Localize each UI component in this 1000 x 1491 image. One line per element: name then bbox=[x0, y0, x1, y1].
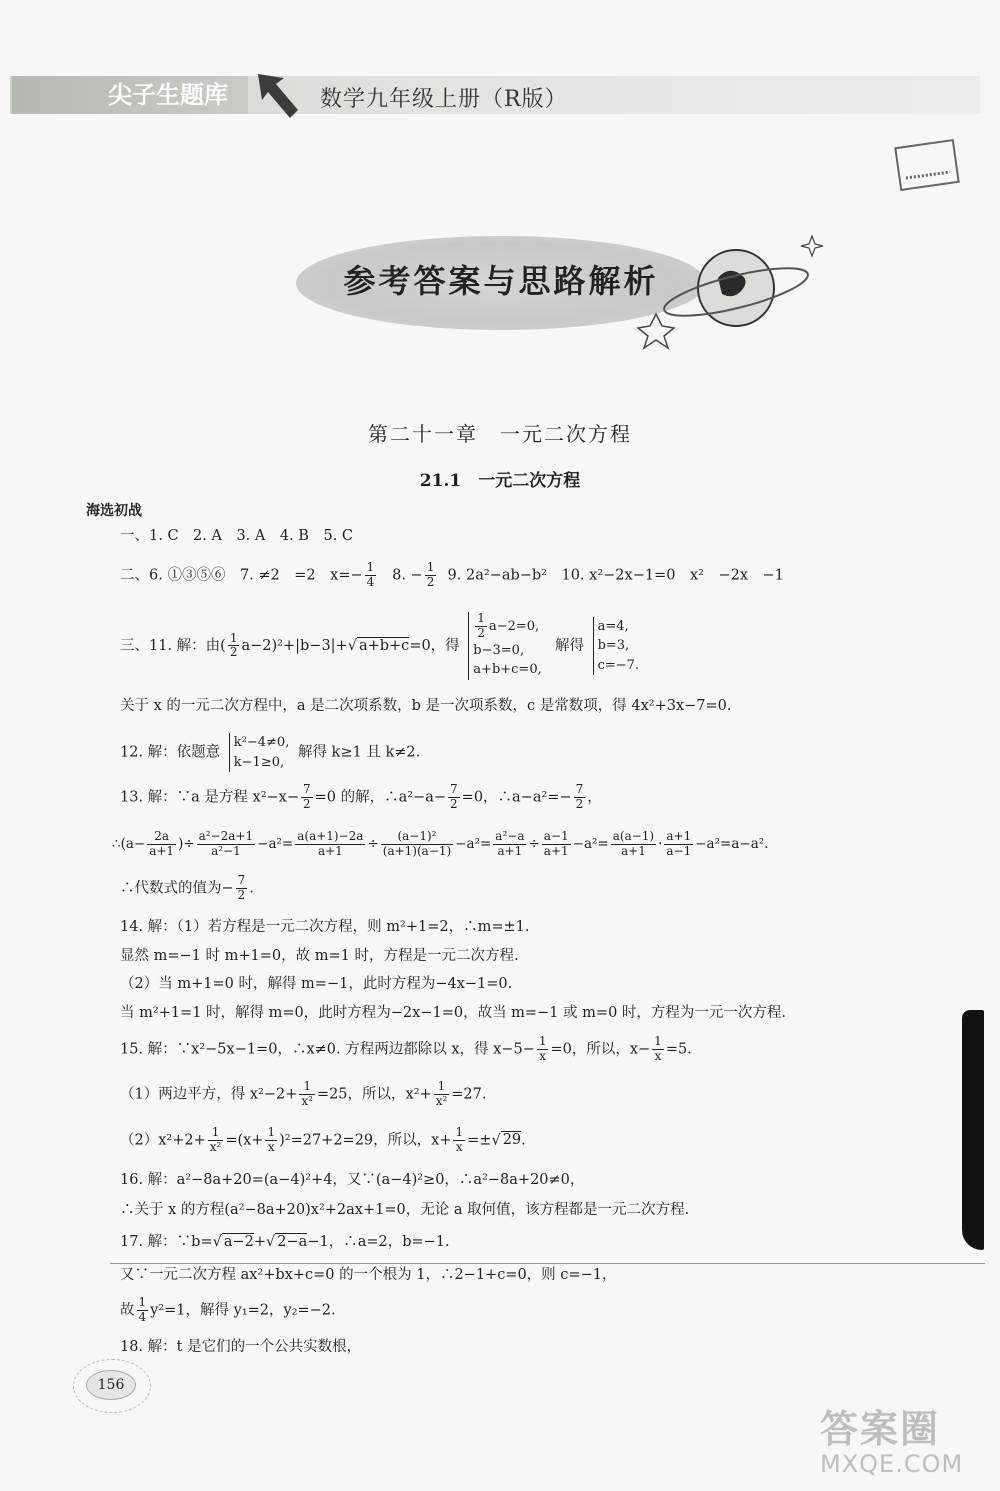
fraction bbox=[299, 1080, 315, 1109]
num: 1 bbox=[138, 1295, 147, 1309]
text: )÷ bbox=[178, 835, 195, 852]
chapter-title: 第二十一章 一元二次方程 bbox=[368, 422, 632, 446]
den: x² bbox=[435, 1093, 448, 1108]
num: 1 bbox=[477, 611, 485, 625]
equation-system-1 bbox=[468, 612, 541, 680]
answer-line-5 bbox=[120, 733, 420, 772]
num: 7 bbox=[575, 782, 584, 796]
answer-line-15: （2）x²+2+ $\frac{1}{\text{x²}}$ =(x+ $\frac{1}{x}$ )²=27+2=29，所以，x+ $\frac{1}{x}$ =±√ 29. bbox=[120, 1125, 526, 1154]
num: 1 bbox=[267, 1125, 276, 1139]
text: ÷ bbox=[367, 835, 379, 852]
eq: k²−4≠0, bbox=[233, 735, 290, 750]
text: 三、11. 解：由 bbox=[120, 637, 221, 654]
num: a(a+1)−2a bbox=[297, 829, 364, 843]
num: 1 bbox=[229, 630, 238, 645]
answer-line-8: ∴代数式的值为− $\frac{7}{2}$ . bbox=[120, 873, 254, 902]
fraction bbox=[493, 830, 526, 859]
den: 2 bbox=[229, 645, 238, 660]
fraction bbox=[208, 1126, 224, 1155]
fraction bbox=[265, 1126, 277, 1155]
num: 1 bbox=[366, 560, 375, 574]
answer-line-7 bbox=[112, 830, 768, 859]
fraction bbox=[147, 830, 176, 859]
fraction bbox=[664, 830, 693, 859]
text: )²=27+2=29，所以，x+ bbox=[279, 1132, 452, 1149]
fraction bbox=[365, 561, 377, 590]
eq: c=−7. bbox=[597, 657, 640, 673]
watermark-url: MXQE.COM bbox=[820, 1450, 964, 1478]
text: 故 bbox=[120, 1302, 135, 1319]
fraction bbox=[453, 1126, 465, 1155]
answer-line-6 bbox=[120, 783, 602, 812]
answer-line-13 bbox=[120, 1035, 692, 1064]
fraction bbox=[574, 783, 586, 812]
answer-line-16: 16. 解：a²−8a+20=(a−4)²+4，又∵(a−4)²≥0，∴a²−8a+20≠0， bbox=[120, 1172, 585, 1188]
equation-system-3 bbox=[229, 733, 290, 772]
text: 解得 bbox=[554, 637, 584, 654]
text: 二、6. ①③⑤⑥ 7. ≠2 =2 x=− bbox=[120, 567, 363, 584]
den: 2 bbox=[450, 796, 458, 811]
fraction bbox=[197, 830, 256, 859]
text: 8. − bbox=[392, 567, 423, 584]
fraction bbox=[137, 1296, 149, 1325]
den: x² bbox=[301, 1093, 313, 1108]
num: 7 bbox=[303, 782, 311, 796]
num: 1 bbox=[654, 1034, 662, 1048]
fraction bbox=[381, 830, 453, 859]
text: −a²=a−a². bbox=[695, 835, 769, 852]
text: =25，所以，x²+ bbox=[316, 1086, 432, 1103]
brand-label: 尖子生题库 bbox=[12, 76, 248, 114]
den: 2 bbox=[303, 796, 311, 811]
num: 2a bbox=[147, 830, 176, 845]
fraction bbox=[295, 830, 365, 859]
num: a(a−1) bbox=[612, 829, 655, 843]
text: =± bbox=[467, 1132, 492, 1149]
text: −a²= bbox=[257, 835, 294, 852]
den: 2 bbox=[426, 574, 435, 589]
den: 4 bbox=[138, 1309, 147, 1324]
fraction bbox=[542, 830, 571, 859]
subsection-label: 海选初战 bbox=[86, 503, 142, 519]
text: 12. 解：依题意 bbox=[120, 744, 221, 761]
answer-line-17: ∴关于 x 的方程(a²−8a+20)x²+2ax+1=0，无论 a 取何值，该方程都是一元二次方程. bbox=[120, 1202, 690, 1218]
eq: a−2=0, bbox=[488, 618, 540, 634]
answer-line-9: 14. 解：（1）若方程是一元二次方程，则 m²+1=2，∴m=±1. bbox=[120, 919, 530, 935]
answer-line-19: 又∵一元二次方程 ax²+bx+c=0 的一个根为 1，∴2−1+c=0，则 c=−1， bbox=[120, 1267, 617, 1283]
answer-line-1: 一、1. C 2. A 3. A 4. B 5. C bbox=[120, 528, 354, 544]
text: −a²= bbox=[455, 835, 492, 852]
book-title: 数学九年级上册（R版） bbox=[320, 87, 568, 112]
num: a−1 bbox=[543, 829, 569, 843]
eq: b−3=0, bbox=[473, 642, 525, 658]
arrow-icon bbox=[254, 70, 302, 122]
page-title: 参考答案与思路解析 bbox=[343, 262, 659, 300]
planet-icon bbox=[636, 226, 826, 356]
text: =0，所以，x− bbox=[550, 1041, 651, 1058]
watermark-logo: 答案圈 bbox=[820, 1407, 941, 1451]
text: + bbox=[253, 1234, 267, 1250]
text: y²=1，解得 y₁=2，y₂=−2. bbox=[150, 1302, 336, 1319]
num: 1 bbox=[426, 560, 435, 574]
text: −1，∴a=2，b=−1. bbox=[307, 1234, 450, 1250]
text: =5. bbox=[665, 1041, 692, 1058]
num: 1 bbox=[538, 1034, 547, 1048]
text: ， bbox=[587, 789, 602, 806]
text: （2）x²+2+ bbox=[120, 1132, 206, 1149]
den: a+1 bbox=[497, 843, 523, 858]
num: (a−1)² bbox=[381, 830, 453, 845]
eq: b=3, bbox=[597, 638, 630, 654]
answer-line-20 bbox=[120, 1296, 336, 1325]
answer-line-4: 关于 x 的一元二次方程中，a 是二次项系数，b 是一次项系数，c 是常数项，得 4x²+3x−7=0. bbox=[120, 698, 732, 714]
num: 1 bbox=[455, 1125, 464, 1139]
fraction bbox=[652, 1035, 664, 1064]
den: a−1 bbox=[666, 843, 692, 858]
fraction bbox=[537, 1035, 549, 1064]
num: 1 bbox=[434, 1080, 450, 1095]
text: · bbox=[658, 835, 663, 852]
text: 解得 k≥1 且 k≠2. bbox=[297, 744, 421, 761]
text: ∴代数式的值为− bbox=[120, 880, 234, 897]
num: a²−a bbox=[495, 829, 525, 843]
text: =(x+ bbox=[225, 1132, 264, 1149]
text: 15. 解：∵x²−5x−1=0，∴x≠0. 方程两边都除以 x，得 x−5− bbox=[120, 1041, 535, 1058]
fraction bbox=[228, 632, 240, 661]
den: 2 bbox=[575, 796, 584, 811]
eq: k−1≥0, bbox=[233, 754, 285, 770]
num: 1 bbox=[208, 1126, 224, 1141]
answer-line-18: 17. 解：∵b=√ a−2+√ 2−a−1，∴a=2，b=−1. bbox=[120, 1234, 450, 1250]
eq: a=4, bbox=[597, 618, 629, 634]
num: a²−2a+1 bbox=[198, 829, 254, 843]
den: 2 bbox=[477, 625, 485, 640]
num: a+1 bbox=[666, 829, 692, 843]
answer-line-10: 显然 m=−1 时 m+1=0，故 m=1 时，方程是一元二次方程. bbox=[120, 948, 519, 964]
den: x bbox=[539, 1048, 547, 1063]
den: 2 bbox=[237, 887, 246, 902]
section-title: 21.1 一元二次方程 bbox=[419, 471, 581, 491]
text: a−2)²+|b−3|+ bbox=[241, 637, 348, 654]
text: =0，得 bbox=[409, 637, 460, 654]
radicand: a+b+c bbox=[358, 637, 410, 654]
num: 7 bbox=[237, 873, 246, 887]
den: a+1 bbox=[543, 843, 569, 858]
den: 4 bbox=[366, 574, 375, 589]
text: 9. 2a²−ab−b² 10. x²−2x−1=0 x² −2x −1 bbox=[447, 567, 784, 584]
eq: a+b+c=0, bbox=[473, 662, 542, 678]
answer-line-3: 三、11. 解：由( $\frac{1}{2}$ a−2)²+|b−3|+√ a+b+c=0，得 $\frac{1}{2}$ a−2=0, b−3=0, a+b+c=0, 解得 a=4, b=3, c=−7. bbox=[120, 612, 643, 680]
fraction bbox=[475, 612, 487, 641]
text: 17. 解：∵b= bbox=[120, 1234, 213, 1250]
answer-line-14 bbox=[120, 1080, 486, 1109]
radicand: 29 bbox=[502, 1132, 522, 1149]
stamp-icon bbox=[892, 138, 964, 194]
page-number: 156 bbox=[86, 1370, 136, 1400]
equation-system-2 bbox=[593, 617, 639, 676]
radicand: a−2 bbox=[223, 1234, 254, 1250]
radicand: 2−a bbox=[277, 1234, 308, 1250]
den: x bbox=[654, 1048, 662, 1063]
text: 13. 解：∵a 是方程 x²−x− bbox=[120, 789, 299, 806]
fraction bbox=[611, 830, 656, 859]
den: x bbox=[455, 1139, 463, 1154]
den: a+1 bbox=[621, 843, 646, 858]
answer-line-11: （2）当 m+1=0 时，解得 m=−1，此时方程为−4x−1=0. bbox=[120, 976, 513, 992]
den: x bbox=[267, 1139, 275, 1154]
num: 1 bbox=[299, 1080, 315, 1095]
den: a+1 bbox=[317, 843, 343, 858]
text: （1）两边平方，得 x²−2+ bbox=[120, 1086, 298, 1103]
divider bbox=[110, 1263, 985, 1264]
fraction bbox=[425, 561, 437, 590]
den: x² bbox=[209, 1139, 222, 1154]
scan-shadow bbox=[962, 1010, 984, 1250]
text: =0，∴a−a²=− bbox=[461, 789, 572, 806]
text: ÷ bbox=[528, 835, 540, 852]
fraction bbox=[448, 783, 460, 812]
answer-line-2 bbox=[120, 561, 784, 590]
text: =0 的解，∴a²−a− bbox=[314, 789, 447, 806]
text: =27. bbox=[451, 1086, 487, 1103]
text: ∴(a− bbox=[112, 835, 146, 852]
num: 7 bbox=[450, 782, 458, 796]
den: a²−1 bbox=[211, 843, 241, 858]
text: −a²= bbox=[572, 835, 609, 852]
fraction bbox=[236, 874, 248, 903]
den: (a+1)(a−1) bbox=[382, 843, 452, 858]
den: a+1 bbox=[149, 843, 175, 858]
fraction bbox=[434, 1080, 450, 1109]
answer-line-12: 当 m²+1=1 时，解得 m=0，此时方程为−2x−1=0，故当 m=−1 或 m=0 时，方程为一元一次方程. bbox=[120, 1005, 787, 1021]
fraction bbox=[301, 783, 313, 812]
answer-line-21: 18. 解：t 是它们的一个公共实数根， bbox=[120, 1339, 362, 1355]
